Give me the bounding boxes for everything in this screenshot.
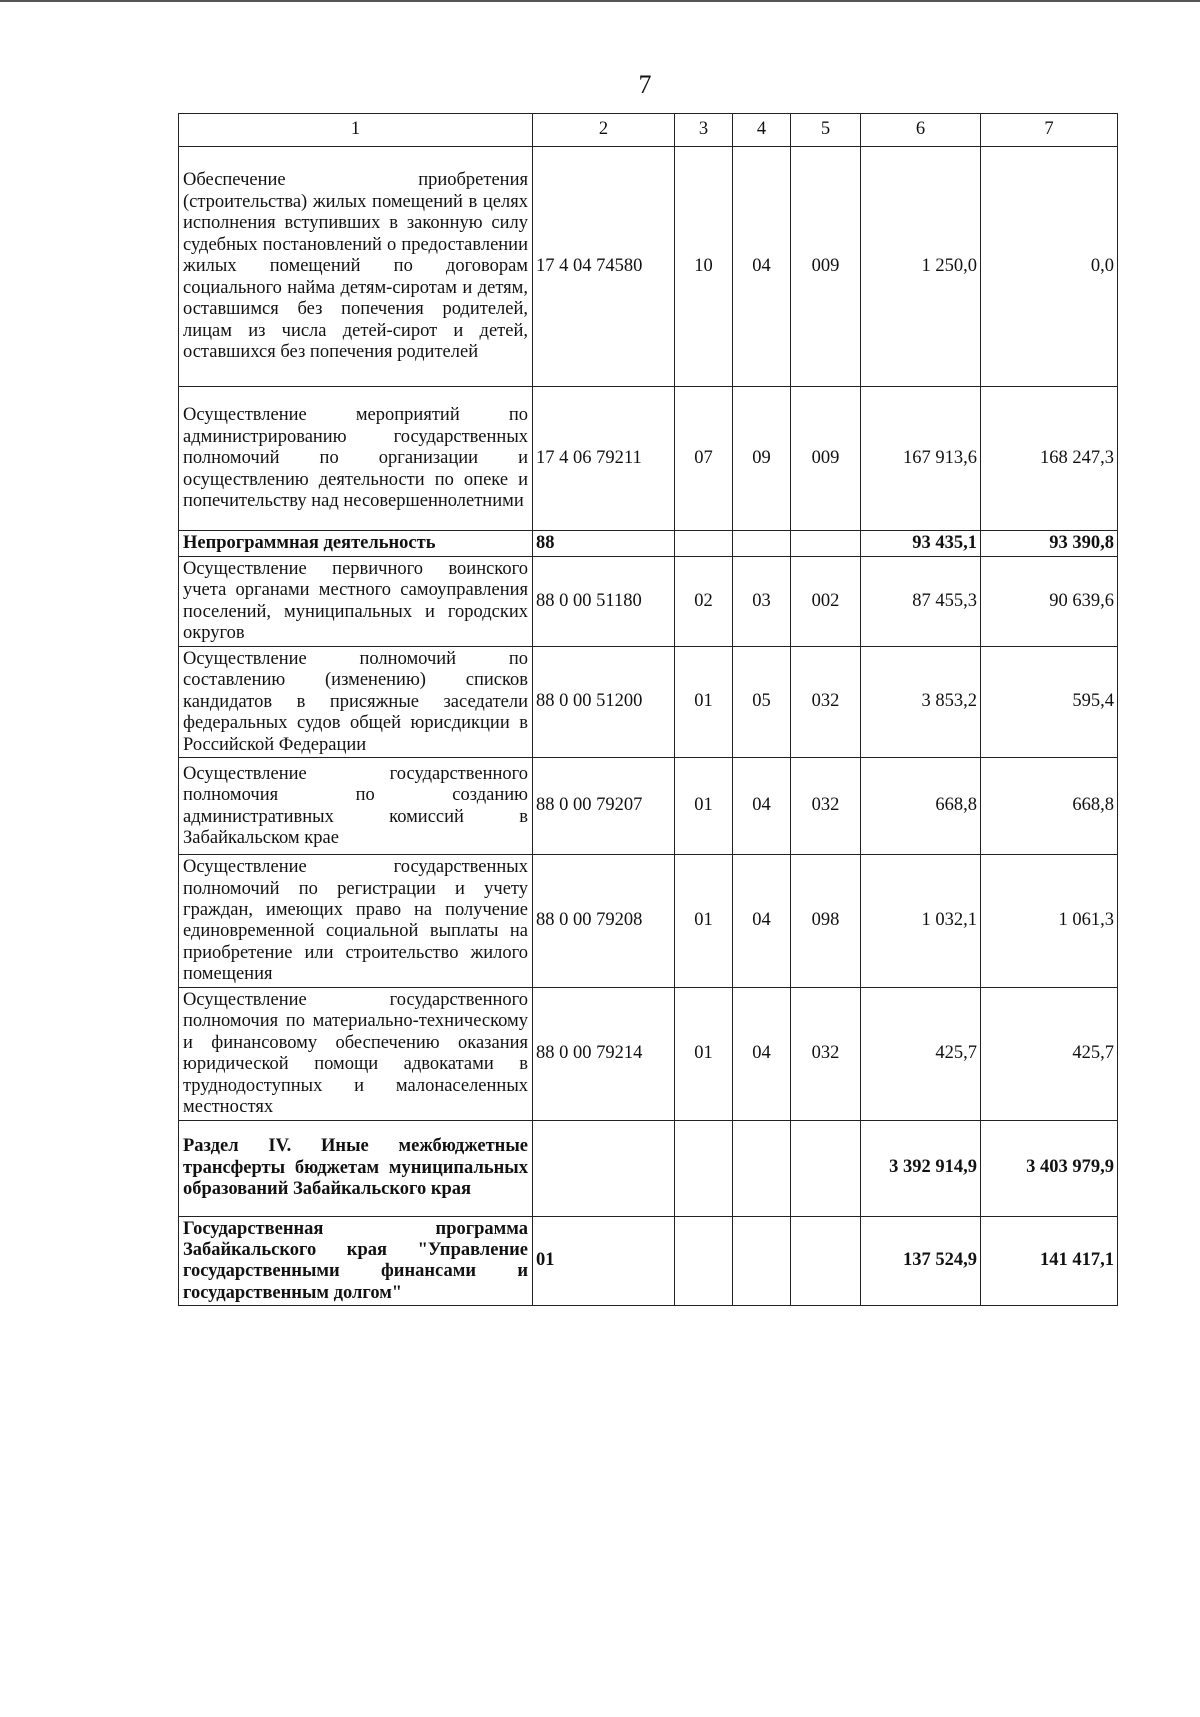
row-code-cell: 88 0 00 79207 <box>533 758 675 855</box>
row-expense-type-cell: 032 <box>791 646 861 757</box>
table-row <box>179 147 1118 387</box>
row-code-cell: 88 0 00 51200 <box>533 646 675 757</box>
row-code-cell: 17 4 06 79211 <box>533 387 675 531</box>
row-amount-1-cell: 668,8 <box>861 758 981 855</box>
row-code-cell: 88 <box>533 531 675 557</box>
row-code-cell: 88 0 00 51180 <box>533 557 675 647</box>
row-amount-1-cell: 87 455,3 <box>861 557 981 647</box>
row-section-cell <box>675 1216 733 1306</box>
row-subsection-cell: 04 <box>733 855 791 988</box>
row-expense-type-cell <box>791 1216 861 1306</box>
table-row <box>179 987 1118 1120</box>
row-amount-2-cell: 0,0 <box>981 147 1118 387</box>
header-cell-3: 3 <box>675 114 733 147</box>
row-amount-2-cell: 1 061,3 <box>981 855 1118 988</box>
row-expense-type-cell: 032 <box>791 987 861 1120</box>
table-row <box>179 531 1118 557</box>
table-row <box>179 1216 1118 1306</box>
row-subsection-cell <box>733 1216 791 1306</box>
row-name-cell: Обеспечение приобретения (строительства) жилых помещений в целях исполнения вступивших в законную силу судебных постановлений о предоставлении жилых помещений по договорам социального найма детям-сиротам и детям, оставшимся без попечения родителей, лицам из числа детей-сирот и детей, оставшихся без попечения родителей <box>179 147 533 387</box>
table-row <box>179 1120 1118 1216</box>
row-amount-2-cell: 141 417,1 <box>981 1216 1118 1306</box>
row-amount-2-cell: 3 403 979,9 <box>981 1120 1118 1216</box>
row-name-cell: Непрограммная деятельность <box>179 531 533 557</box>
row-name-cell: Осуществление мероприятий по администрированию государственных полномочий по организации и осуществлению деятельности по опеке и попечительству над несовершеннолетними <box>179 387 533 531</box>
row-section-cell: 01 <box>675 855 733 988</box>
row-code-cell: 01 <box>533 1216 675 1306</box>
row-section-cell: 01 <box>675 987 733 1120</box>
row-name-cell: Государственная программа Забайкальского края "Управление государственными финансами и государственным долгом" <box>179 1216 533 1306</box>
row-name-cell: Осуществление государственных полномочий по регистрации и учету граждан, имеющих право на получение единовременной социальной выплаты на приобретение или строительство жилого помещения <box>179 855 533 988</box>
row-section-cell <box>675 1120 733 1216</box>
row-expense-type-cell <box>791 531 861 557</box>
row-subsection-cell: 03 <box>733 557 791 647</box>
row-section-cell: 10 <box>675 147 733 387</box>
row-code-cell: 17 4 04 74580 <box>533 147 675 387</box>
row-section-cell: 01 <box>675 758 733 855</box>
row-amount-2-cell: 90 639,6 <box>981 557 1118 647</box>
row-amount-1-cell: 3 392 914,9 <box>861 1120 981 1216</box>
scan-edge-line <box>0 0 1200 2</box>
row-subsection-cell <box>733 531 791 557</box>
row-amount-1-cell: 1 250,0 <box>861 147 981 387</box>
row-amount-1-cell: 93 435,1 <box>861 531 981 557</box>
row-code-cell <box>533 1120 675 1216</box>
row-code-cell: 88 0 00 79214 <box>533 987 675 1120</box>
row-amount-2-cell: 668,8 <box>981 758 1118 855</box>
row-name-cell: Осуществление государственного полномочия по материально-техническому и финансовому обеспечению оказания юридической помощи адвокатами в труднодоступных и малонаселенных местностях <box>179 987 533 1120</box>
row-subsection-cell: 04 <box>733 987 791 1120</box>
table-row <box>179 557 1118 647</box>
row-name-cell: Раздел IV. Иные межбюджетные трансферты бюджетам муниципальных образований Забайкальского края <box>179 1120 533 1216</box>
row-expense-type-cell <box>791 1120 861 1216</box>
row-section-cell: 02 <box>675 557 733 647</box>
row-section-cell: 01 <box>675 646 733 757</box>
row-amount-1-cell: 425,7 <box>861 987 981 1120</box>
row-name-cell: Осуществление первичного воинского учета органами местного самоуправления поселений, муниципальных и городских округов <box>179 557 533 647</box>
row-subsection-cell: 04 <box>733 147 791 387</box>
header-cell-6: 6 <box>861 114 981 147</box>
page-number: 7 <box>638 70 652 99</box>
row-code-cell: 88 0 00 79208 <box>533 855 675 988</box>
row-amount-1-cell: 167 913,6 <box>861 387 981 531</box>
row-expense-type-cell: 032 <box>791 758 861 855</box>
row-name-cell: Осуществление государственного полномочия по созданию административных комиссий в Забайкальском крае <box>179 758 533 855</box>
table-row <box>179 387 1118 531</box>
row-expense-type-cell: 009 <box>791 387 861 531</box>
header-cell-7: 7 <box>981 114 1118 147</box>
row-name-cell: Осуществление полномочий по составлению (изменению) списков кандидатов в присяжные заседатели федеральных судов общей юрисдикции в Российской Федерации <box>179 646 533 757</box>
row-expense-type-cell: 009 <box>791 147 861 387</box>
row-section-cell: 07 <box>675 387 733 531</box>
header-cell-4: 4 <box>733 114 791 147</box>
table-row <box>179 855 1118 988</box>
row-subsection-cell: 04 <box>733 758 791 855</box>
header-cell-5: 5 <box>791 114 861 147</box>
table-row <box>179 758 1118 855</box>
header-cell-1: 1 <box>179 114 533 147</box>
row-amount-2-cell: 425,7 <box>981 987 1118 1120</box>
row-subsection-cell <box>733 1120 791 1216</box>
row-expense-type-cell: 002 <box>791 557 861 647</box>
row-amount-1-cell: 3 853,2 <box>861 646 981 757</box>
row-amount-2-cell: 168 247,3 <box>981 387 1118 531</box>
row-subsection-cell: 05 <box>733 646 791 757</box>
row-amount-2-cell: 595,4 <box>981 646 1118 757</box>
row-expense-type-cell: 098 <box>791 855 861 988</box>
row-subsection-cell: 09 <box>733 387 791 531</box>
table-row <box>179 646 1118 757</box>
table-header-row <box>179 114 1118 147</box>
row-amount-1-cell: 137 524,9 <box>861 1216 981 1306</box>
row-section-cell <box>675 531 733 557</box>
header-cell-2: 2 <box>533 114 675 147</box>
row-amount-2-cell: 93 390,8 <box>981 531 1118 557</box>
budget-table <box>178 113 1118 1306</box>
row-amount-1-cell: 1 032,1 <box>861 855 981 988</box>
